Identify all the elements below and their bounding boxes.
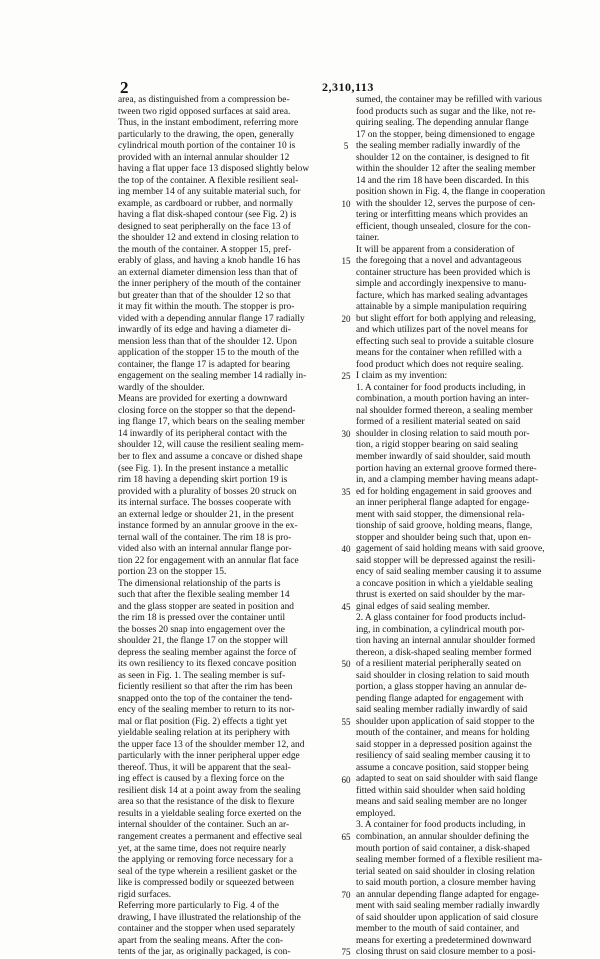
text-line: an annular depending flange adapted for engage- <box>356 889 540 900</box>
text-line: wardly of the shoulder. <box>118 382 205 393</box>
text-line: container and the stopper when used separately <box>118 924 296 935</box>
text-line: example, as cardboard or rubber, and normally <box>118 198 294 209</box>
text-line: with the shoulder 12, serves the purpose of cen- <box>356 198 536 209</box>
text-line: its internal surface. The bosses cooperate with <box>118 498 291 509</box>
text-line: formed of a resilient material seated on said <box>356 417 521 428</box>
text-line: as seen in Fig. 1. The sealing member is suf- <box>118 670 286 681</box>
text-line: quiring sealing. The depending annular flange <box>356 118 529 129</box>
line-number: 40 <box>341 544 351 555</box>
text-line: like is compressed bodily or squeezed between <box>118 878 294 889</box>
text-line: erably of glass, and having a knob handle 16 has <box>118 256 301 267</box>
text-line: resiliency of said sealing member causing it to <box>356 751 531 762</box>
text-line: tion having an internal annular shoulder formed <box>356 636 536 647</box>
text-line: vided also with an internal annular flange por- <box>118 544 292 555</box>
text-line: particularly with the inner peripheral upper edge <box>118 751 300 762</box>
text-line: provided with a plurality of bosses 20 struck on <box>118 486 297 497</box>
text-line: thereof. Thus, it will be apparent that the seal- <box>118 762 291 773</box>
line-number: 55 <box>341 717 351 728</box>
text-line: sumed, the container may be refilled with various <box>356 95 542 105</box>
text-line: ficiently resilient so that after the rim has been <box>118 682 293 693</box>
text-line: yieldable sealing relation at its periphery with <box>118 728 290 739</box>
text-line: shoulder 12 on the container, is designed to fit <box>356 152 530 163</box>
text-line: within the shoulder 12 after the sealing member <box>356 164 536 175</box>
text-line: Thus, in the instant embodiment, referring more <box>118 118 299 129</box>
text-line: closing force on the stopper so that the depend- <box>118 405 296 416</box>
text-line: drawing, I have illustrated the relationship of the <box>118 912 301 923</box>
text-line: ing flange 17, which bears on the sealing member <box>118 417 305 428</box>
line-number: 50 <box>341 659 351 670</box>
text-line: assume a concave position, said stopper being <box>356 762 529 773</box>
text-line: food products such as sugar and the like, not re- <box>356 106 536 117</box>
text-line: container structure has been provided which is <box>356 267 531 278</box>
text-line: tween two rigid opposed surfaces at said area. <box>118 106 291 117</box>
page-number: 2 <box>120 78 129 97</box>
text-line: ginal edges of said sealing member. <box>356 601 490 612</box>
text-line: means for exerting a predetermined downward <box>356 935 532 946</box>
line-number: 70 <box>341 889 351 900</box>
text-line: yet, at the same time, does not require nearly <box>118 843 287 854</box>
text-line: the mouth of the container. A stopper 15, pref- <box>118 244 292 255</box>
text-line: rangement creates a permanent and effective seal <box>118 832 303 842</box>
text-line: the top of the container. A flexible resilient seal- <box>118 175 299 186</box>
text-line: the applying or removing force necessary for a <box>118 855 294 866</box>
text-line: snapped onto the top of the container the tend- <box>118 693 293 704</box>
text-line: inwardly of its edge and having a diameter di- <box>118 325 291 336</box>
text-line: simple and accordingly inexpensive to manu- <box>356 279 527 290</box>
text-line: ed for holding engagement in said grooves and <box>356 486 532 497</box>
text-line: closing thrust on said closure member to a posi- <box>356 947 536 958</box>
text-line: tionship of said groove, holding means, flange, <box>356 521 533 532</box>
text-line: the upper face 13 of the shoulder member 12, and <box>118 739 305 750</box>
line-number: 10 <box>341 198 351 209</box>
line-number: 25 <box>341 371 351 382</box>
text-line: fitted within said shoulder when said holding <box>356 785 526 796</box>
text-line: ber to flex and assume a concave or dished shape <box>118 451 303 462</box>
text-line: and the glass stopper are seated in position and <box>118 601 294 612</box>
text-line: the inner periphery of the mouth of the container <box>118 279 301 290</box>
text-line: mal or flat position (Fig. 2) effects a tight yet <box>118 716 288 727</box>
text-line: means for the container when refilled with a <box>356 348 522 359</box>
text-line: and which utilizes part of the novel means for <box>356 325 528 336</box>
text-line: an external ledge or shoulder 21, in the present <box>118 509 294 520</box>
text-line: seal of the type wherein a resilient gasket or the <box>118 866 297 877</box>
text-line: ment with said stopper, the dimensional rela- <box>356 509 525 520</box>
text-line: having a flat disk-shaped contour (see Fig. 2) is <box>118 210 297 221</box>
text-line: tion 22 for engagement with an annular flat face <box>118 555 299 566</box>
text-line: terial seated on said shoulder in closing relation <box>356 866 535 877</box>
text-line: said shoulder in closing relation to said mouth <box>356 670 530 681</box>
text-line: pending flange adapted for engagement with <box>356 693 524 704</box>
text-line: the shoulder 12 and extend in closing relation to <box>118 233 299 244</box>
text-line: adapted to seat on said shoulder with said flange <box>356 774 538 785</box>
text-line: tion, a rigid stopper bearing on said sealing <box>356 440 518 451</box>
text-line: engagement on the sealing member 14 radially in- <box>118 371 307 382</box>
text-line: tents of the jar, as originally packaged, is con- <box>118 947 291 958</box>
text-line: ing effect is caused by a flexing force on the <box>118 774 285 785</box>
text-line: provided with an internal annular shoulder 12 <box>118 152 290 163</box>
line-number: 65 <box>341 832 351 843</box>
text-line: the foregoing that a novel and advantageous <box>356 256 522 267</box>
text-line: area, as distinguished from a compression be- <box>118 95 290 105</box>
text-line: cylindrical mouth portion of the container 10 is <box>118 141 296 152</box>
text-line: employed. <box>356 808 396 819</box>
line-number: 20 <box>341 313 351 324</box>
text-line: combination, a mouth portion having an inter- <box>356 394 529 405</box>
text-line: of said shoulder upon application of said closure <box>356 912 538 923</box>
patent-number: 2,310,113 <box>322 80 374 94</box>
text-line: depress the sealing member against the force of <box>118 647 297 658</box>
text-line: a concave position in which a yieldable sealing <box>356 578 533 589</box>
text-line: said stopper in a depressed position against the <box>356 739 532 750</box>
text-line: attainable by a simple manipulation requiring <box>356 302 527 313</box>
line-number: 35 <box>341 486 351 497</box>
text-line: of a resilient material peripherally seated on <box>356 659 522 670</box>
text-line: internal shoulder of the container. Such an ar- <box>118 820 290 831</box>
text-line: 14 inwardly of its peripheral contact with the <box>118 428 287 439</box>
text-line: mouth portion of said container, a disk-shaped <box>356 843 530 854</box>
text-line: sealing member formed of a flexible resilient ma- <box>356 855 543 866</box>
text-line: container, the flange 17 is adapted for bearing <box>118 359 290 370</box>
text-line: (see Fig. 1). In the present instance a metallic <box>118 463 289 474</box>
text-line: to said mouth portion, a closure member having <box>356 878 536 889</box>
text-line: results in a yieldable sealing force exerted on the <box>118 808 302 819</box>
text-line: 1. A container for food products including, in <box>356 382 526 393</box>
text-line: 2. A glass container for food products includ- <box>356 613 526 624</box>
text-line: having a flat upper face 13 disposed slightly below <box>118 164 310 175</box>
text-line: portion, a glass stopper having an annular de- <box>356 682 527 693</box>
line-number: 5 <box>343 141 349 152</box>
text-line: tainer. <box>356 233 380 244</box>
text-line: the sealing member radially inwardly of the <box>356 141 521 152</box>
text-line: the bosses 20 snap into engagement over the <box>118 624 285 635</box>
text-line: mension less than that of the shoulder 12. Upon <box>118 336 297 347</box>
line-number: 45 <box>341 601 351 612</box>
text-line: I claim as my invention: <box>356 371 448 382</box>
text-line: such that after the flexible sealing member 14 <box>118 590 290 601</box>
text-line: mouth of the container, and means for holding <box>356 728 530 739</box>
left-text-column <box>118 95 340 959</box>
text-line: ment with said sealing member radially inwardly <box>356 901 540 912</box>
line-number: 15 <box>341 256 351 267</box>
text-line: application of the stopper 15 to the mouth of the <box>118 348 299 359</box>
text-line: efficient, though unsealed, closure for the con- <box>356 221 531 232</box>
text-line: member to the mouth of said container, and <box>356 924 520 935</box>
text-line: said sealing member radially inwardly of said <box>356 705 528 716</box>
text-line: rigid surfaces. <box>118 889 172 900</box>
text-line: ing member 14 of any suitable material such, for <box>118 187 301 198</box>
text-line: facture, which has marked sealing advantages <box>356 290 528 301</box>
text-line: shoulder upon application of said stopper to the <box>356 716 535 727</box>
text-line: combination, an annular shoulder defining the <box>356 832 529 842</box>
text-line: effecting such seal to provide a suitable closure <box>356 336 534 347</box>
text-line: said stopper will be depressed against the resili- <box>356 555 536 566</box>
text-line: particularly to the drawing, the open, generally <box>118 129 294 140</box>
text-line: 3. A container for food products including, in <box>356 820 526 831</box>
text-line: portion having an external groove formed there- <box>356 463 537 474</box>
text-line: Means are provided for exerting a downward <box>118 394 288 405</box>
text-line: shoulder 12, will cause the resilient sealing mem- <box>118 440 304 451</box>
text-line: vided with a depending annular flange 17 radially <box>118 313 305 324</box>
text-line: area so that the resistance of the disk to flexure <box>118 797 295 808</box>
text-line: resilient disk 14 at a point away from the sealing <box>118 785 301 796</box>
text-line: an inner peripheral flange adapted for engage- <box>356 498 530 509</box>
text-line: it may fit within the mouth. The stopper is pro- <box>118 302 295 313</box>
text-line: ing, in combination, a cylindrical mouth por- <box>356 624 525 635</box>
text-line: but greater than that of the shoulder 12 so that <box>118 290 291 301</box>
text-line: The dimensional relationship of the parts is <box>118 578 281 589</box>
text-line: its own resiliency to its flexed concave position <box>118 659 297 670</box>
text-line: an external diameter dimension less than that of <box>118 267 298 278</box>
text-line: gagement of said holding means with said groove, <box>356 544 545 555</box>
text-line: It will be apparent from a consideration of <box>356 244 515 255</box>
text-line: nal shoulder formed thereon, a sealing member <box>356 405 533 416</box>
text-line: stopper and shoulder being such that, upon en- <box>356 532 531 543</box>
line-number: 30 <box>341 429 351 440</box>
line-number: 60 <box>341 774 351 785</box>
text-line: position shown in Fig. 4, the flange in cooperation <box>356 187 546 198</box>
text-line: tering or interfitting means which provides an <box>356 210 528 221</box>
text-line: instance formed by an annular groove in the ex- <box>118 521 298 532</box>
text-line: ternal wall of the container. The rim 18 is pro- <box>118 532 292 543</box>
text-line: means and said sealing member are no longer <box>356 797 528 808</box>
text-line: designed to seat peripherally on the face 13 of <box>118 221 291 232</box>
text-line: 14 and the rim 18 have been discarded. In this <box>356 175 529 186</box>
text-line: apart from the sealing means. After the con- <box>118 935 284 946</box>
line-number: 75 <box>341 947 351 958</box>
text-line: 17 on the stopper, being dimensioned to engage <box>356 129 535 140</box>
text-line: in, and a clamping member having means adapt- <box>356 475 539 486</box>
text-line: the rim 18 is pressed over the container until <box>118 613 286 624</box>
text-line: portion 23 on the stopper 15. <box>118 567 227 578</box>
text-line: shoulder 21, the flange 17 on the stopper will <box>118 636 289 647</box>
text-line: food product which does not require sealing. <box>356 359 524 370</box>
text-line: but slight effort for both applying and releasing, <box>356 313 536 324</box>
right-text-column <box>356 95 578 959</box>
text-line: shoulder in closing relation to said mouth por- <box>356 428 530 439</box>
text-line: ency of said sealing member causing it to assume <box>356 567 542 578</box>
text-line: rim 18 having a depending skirt portion 19 is <box>118 475 288 486</box>
text-line: member inwardly of said shoulder, said mouth <box>356 451 531 462</box>
text-line: thereon, a disk-shaped sealing member formed <box>356 647 532 658</box>
text-line: thrust is exerted on said shoulder by the mar- <box>356 590 526 601</box>
text-line: ency of the sealing member to return to its nor- <box>118 705 295 716</box>
text-line: Referring more particularly to Fig. 4 of the <box>118 901 279 912</box>
